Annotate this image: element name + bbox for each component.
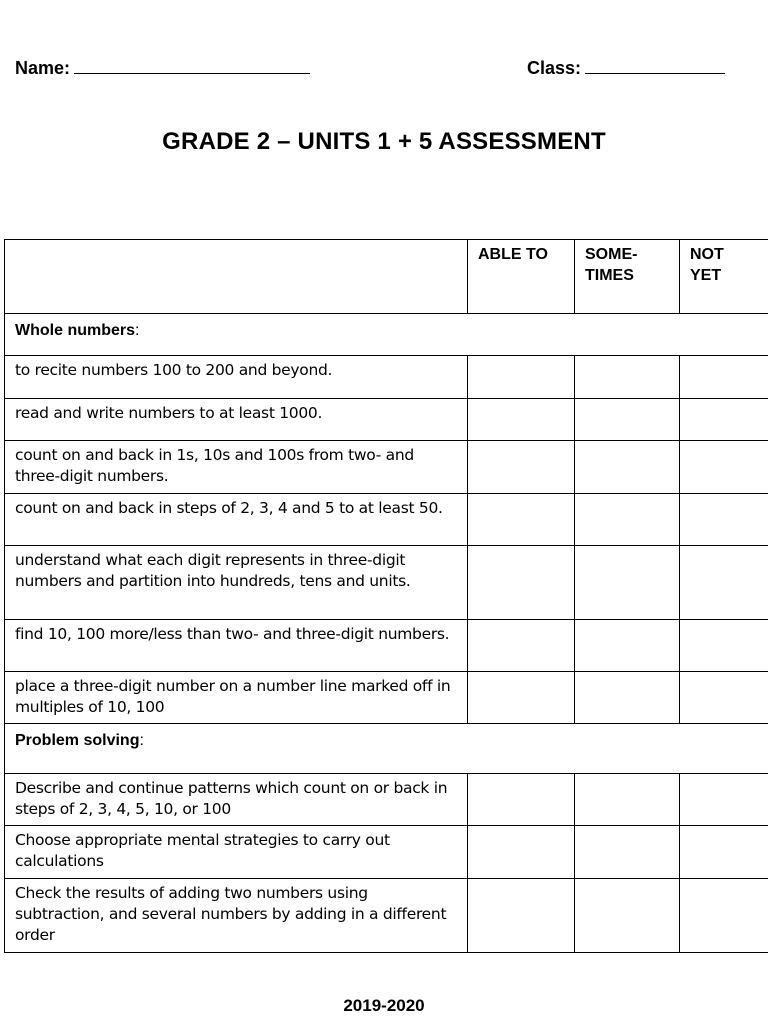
able-to-cell[interactable] xyxy=(468,879,575,953)
sometimes-cell[interactable] xyxy=(575,672,680,724)
assessment-table xyxy=(4,239,768,953)
not-yet-cell[interactable] xyxy=(680,356,768,399)
skill-text: find 10, 100 more/less than two- and three-digit numbers. xyxy=(5,620,468,672)
skill-text: read and write numbers to at least 1000. xyxy=(5,399,468,441)
skill-text: to recite numbers 100 to 200 and beyond. xyxy=(5,356,468,399)
skill-text: Choose appropriate mental strategies to carry out calculations xyxy=(5,826,468,879)
not-yet-cell[interactable] xyxy=(680,494,768,546)
sometimes-cell[interactable] xyxy=(575,494,680,546)
table-header-row xyxy=(5,240,768,314)
skill-text: count on and back in 1s, 10s and 100s from two- and three-digit numbers. xyxy=(5,441,468,494)
sometimes-cell[interactable] xyxy=(575,620,680,672)
skill-text: place a three-digit number on a number line marked off in multiples of 10, 100 xyxy=(5,672,468,724)
table-row xyxy=(5,774,768,826)
table-row xyxy=(5,546,768,620)
not-yet-cell[interactable] xyxy=(680,774,768,826)
able-to-cell[interactable] xyxy=(468,399,575,441)
column-header-not-yet: NOT YET xyxy=(680,240,768,314)
able-to-cell[interactable] xyxy=(468,672,575,724)
section-title: Problem solving: xyxy=(5,724,768,774)
column-header-able-to: ABLE TO xyxy=(468,240,575,314)
sometimes-cell[interactable] xyxy=(575,546,680,620)
able-to-cell[interactable] xyxy=(468,356,575,399)
skill-text: Describe and continue patterns which count on or back in steps of 2, 3, 4, 5, 10, or 100 xyxy=(5,774,468,826)
sometimes-cell[interactable] xyxy=(575,774,680,826)
sometimes-cell[interactable] xyxy=(575,399,680,441)
skill-text: count on and back in steps of 2, 3, 4 and 5 to at least 50. xyxy=(5,494,468,546)
table-row xyxy=(5,672,768,724)
page-title: GRADE 2 – UNITS 1 + 5 ASSESSMENT xyxy=(162,128,606,155)
table-row xyxy=(5,441,768,494)
able-to-cell[interactable] xyxy=(468,826,575,879)
table-row xyxy=(5,879,768,953)
table-row xyxy=(5,494,768,546)
name-blank-line[interactable] xyxy=(74,72,310,74)
table-row xyxy=(5,356,768,399)
sometimes-cell[interactable] xyxy=(575,441,680,494)
sometimes-cell[interactable] xyxy=(575,826,680,879)
name-label: Name: xyxy=(15,58,71,78)
section-row-whole-numbers xyxy=(5,314,768,356)
class-label: Class: xyxy=(527,58,582,78)
able-to-cell[interactable] xyxy=(468,546,575,620)
table-row xyxy=(5,620,768,672)
not-yet-cell[interactable] xyxy=(680,441,768,494)
header-empty-cell xyxy=(5,240,468,314)
able-to-cell[interactable] xyxy=(468,774,575,826)
table-row xyxy=(5,826,768,879)
skill-text: Check the results of adding two numbers using subtraction, and several numbers by adding in a different order xyxy=(5,879,468,953)
able-to-cell[interactable] xyxy=(468,441,575,494)
name-field xyxy=(15,58,310,79)
not-yet-cell[interactable] xyxy=(680,672,768,724)
not-yet-cell[interactable] xyxy=(680,546,768,620)
sometimes-cell[interactable] xyxy=(575,879,680,953)
not-yet-cell[interactable] xyxy=(680,399,768,441)
not-yet-cell[interactable] xyxy=(680,620,768,672)
able-to-cell[interactable] xyxy=(468,620,575,672)
not-yet-cell[interactable] xyxy=(680,879,768,953)
school-year: 2019-2020 xyxy=(343,996,425,1015)
sometimes-cell[interactable] xyxy=(575,356,680,399)
not-yet-cell[interactable] xyxy=(680,826,768,879)
table-row xyxy=(5,399,768,441)
section-title: Whole numbers: xyxy=(5,314,768,356)
section-row-problem-solving xyxy=(5,724,768,774)
skill-text: understand what each digit represents in three-digit numbers and partition into hundreds, tens and units. xyxy=(5,546,468,620)
column-header-sometimes: SOME- TIMES xyxy=(575,240,680,314)
class-field xyxy=(527,58,725,79)
able-to-cell[interactable] xyxy=(468,494,575,546)
class-blank-line[interactable] xyxy=(585,72,725,74)
